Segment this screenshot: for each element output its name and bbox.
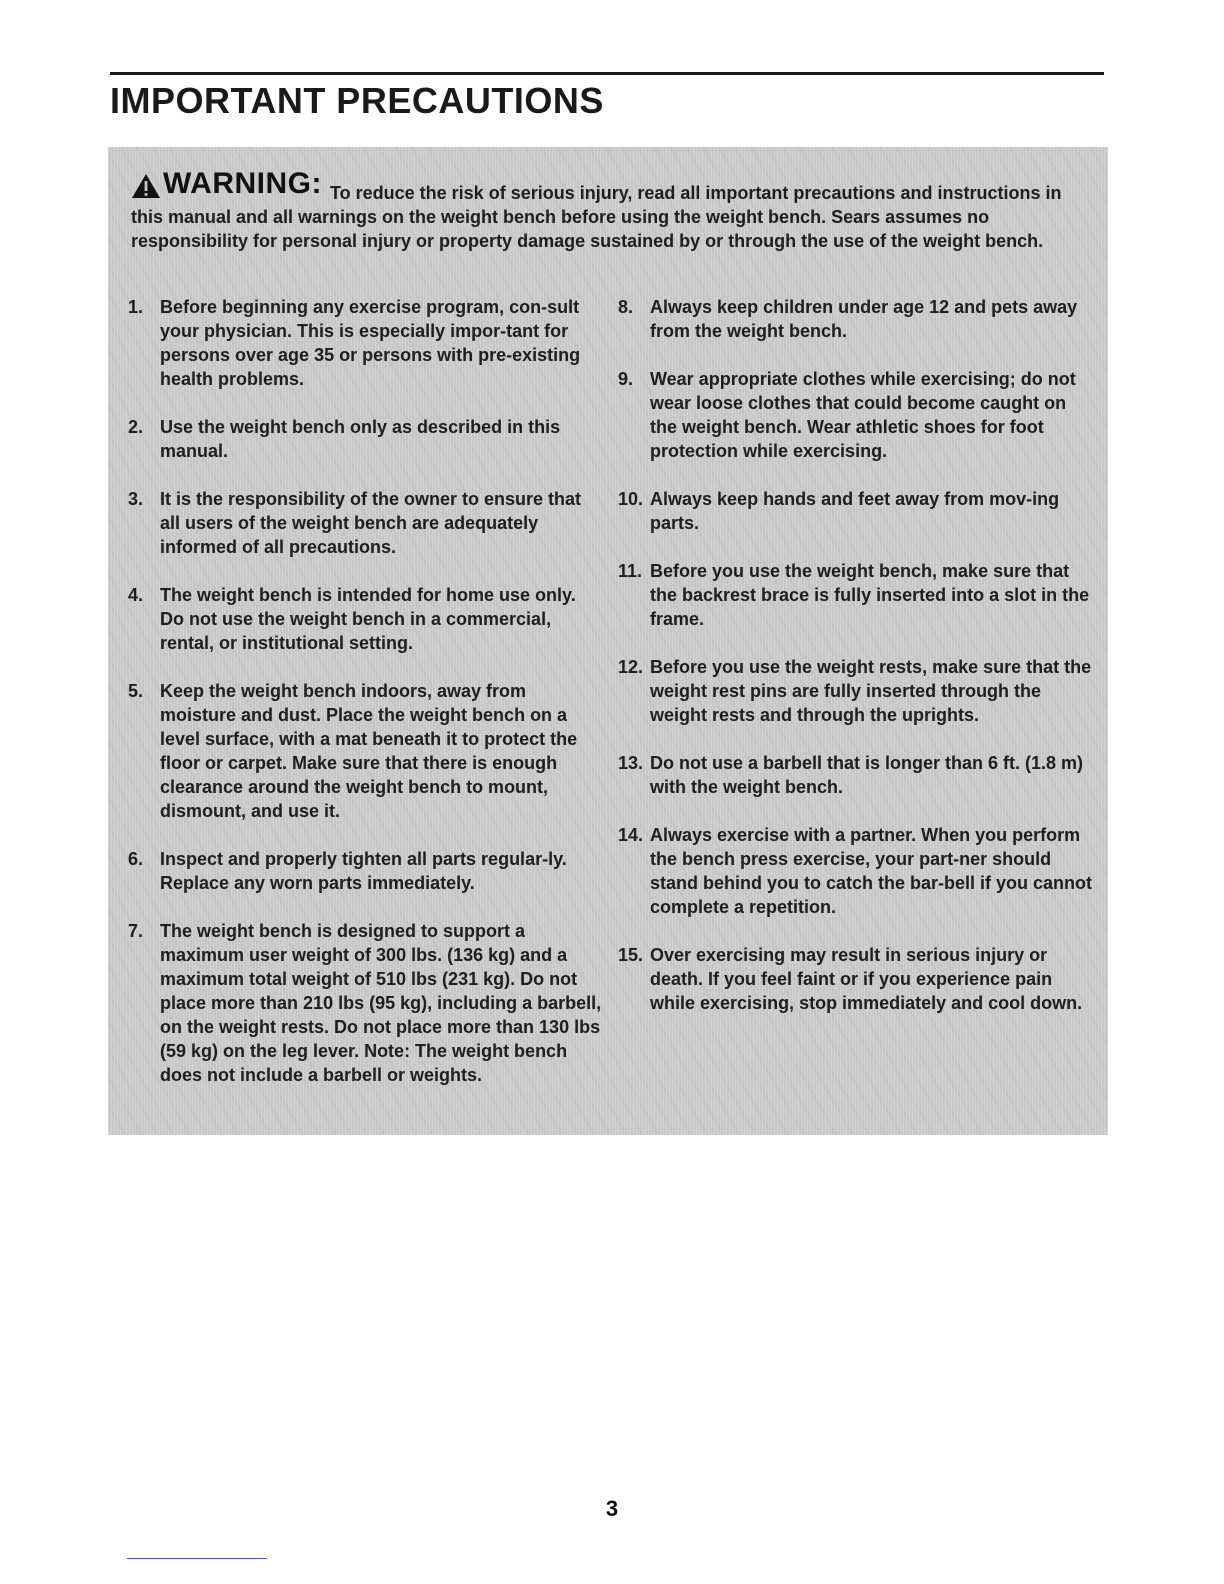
item-text: Always exercise with a partner. When you perform the bench press exercise, your part-ner should stand behind you to catch the bar-bell if you cannot complete a repetition. xyxy=(650,825,1093,917)
item-text: Before you use the weight rests, make sure that the weight rest pins are fully inserted through the weight rests and through the uprights. xyxy=(650,657,1092,725)
precaution-item-4 xyxy=(128,583,603,655)
item-number: 11. xyxy=(618,561,643,581)
item-number: 7. xyxy=(128,921,144,941)
precaution-item-8 xyxy=(618,295,1098,343)
item-text: The weight bench is designed to support a maximum user weight of 300 lbs. (136 kg) and a maximum total weight of 510 lbs (231 kg). Do not place more than 210 lbs (95 kg), including a barbell, on the weight rests. Do not place more than 130 lbs (59 kg) on the leg lever. Note: The weight bench does not include a barbell or weights. xyxy=(160,921,602,1085)
warning-label: WARNING: xyxy=(163,167,322,200)
item-text: The weight bench is intended for home use only. Do not use the weight bench in a commercial, rental, or institutional setting. xyxy=(160,585,576,653)
warning-triangle-icon xyxy=(131,173,161,199)
precaution-item-6 xyxy=(128,847,603,895)
item-text: Before beginning any exercise program, con-sult your physician. This is especially impor-tant for persons over age 35 or persons with pre-existing health problems. xyxy=(160,297,581,389)
item-text: Wear appropriate clothes while exercising; do not wear loose clothes that could become caught on the weight bench. Wear athletic shoes for foot protection while exercising. xyxy=(650,369,1076,461)
item-number: 4. xyxy=(128,585,144,605)
warning-intro xyxy=(131,169,1081,253)
item-number: 6. xyxy=(128,849,144,869)
item-text: Over exercising may result in serious injury or death. If you feel faint or if you experience pain while exercising, stop immediately and cool down. xyxy=(650,945,1083,1013)
item-text: Always keep children under age 12 and pets away from the weight bench. xyxy=(650,297,1078,341)
page-number: 3 xyxy=(605,1496,619,1521)
precaution-item-15 xyxy=(618,943,1098,1015)
item-text: Keep the weight bench indoors, away from moisture and dust. Place the weight bench on a level surface, with a mat beneath it to protect the floor or carpet. Make sure that there is enough clearance around the weight bench to mount, dismount, and use it. xyxy=(160,681,578,821)
item-number: 3. xyxy=(128,489,144,509)
item-text: It is the responsibility of the owner to ensure that all users of the weight bench are adequately informed of all precautions. xyxy=(160,489,582,557)
item-number: 15. xyxy=(618,945,644,965)
precaution-item-9 xyxy=(618,367,1098,463)
precaution-item-11 xyxy=(618,559,1098,631)
precaution-item-13 xyxy=(618,751,1098,799)
item-text: Always keep hands and feet away from mov-ing parts. xyxy=(650,489,1060,533)
item-number: 5. xyxy=(128,681,144,701)
item-number: 13. xyxy=(618,753,644,773)
precaution-item-2 xyxy=(128,415,603,463)
precaution-item-5 xyxy=(128,679,603,823)
footer-link-underline xyxy=(127,1558,267,1559)
item-number: 10. xyxy=(618,489,644,509)
item-text: Inspect and properly tighten all parts regular-ly. Replace any worn parts immediately. xyxy=(160,849,567,893)
item-number: 1. xyxy=(128,297,144,317)
precaution-item-10 xyxy=(618,487,1098,535)
item-number: 14. xyxy=(618,825,644,845)
warning-heading xyxy=(131,169,322,199)
item-text: Before you use the weight bench, make sure that the backrest brace is fully inserted into a slot in the frame. xyxy=(650,561,1090,629)
precautions-right-column xyxy=(618,295,1098,1039)
page-title: IMPORTANT PRECAUTIONS xyxy=(110,80,604,121)
precaution-item-1 xyxy=(128,295,603,391)
item-number: 9. xyxy=(618,369,634,389)
item-number: 12. xyxy=(618,657,644,677)
item-text: Use the weight bench only as described in this manual. xyxy=(160,417,561,461)
precaution-item-12 xyxy=(618,655,1098,727)
warning-box xyxy=(108,147,1108,1135)
item-text: Do not use a barbell that is longer than 6 ft. (1.8 m) with the weight bench. xyxy=(650,753,1084,797)
precaution-item-7 xyxy=(128,919,603,1087)
warning-intro-text: To reduce the risk of serious injury, read all important precautions and instructions in this manual and all warnings on the weight bench before using the weight bench. Sears assumes no responsibility for personal injury or property damage sustained by or through the use of the weight bench. xyxy=(131,183,1062,251)
precaution-item-3 xyxy=(128,487,603,559)
precaution-item-14 xyxy=(618,823,1098,919)
top-rule xyxy=(110,72,1104,75)
precautions-left-column xyxy=(128,295,603,1111)
item-number: 2. xyxy=(128,417,144,437)
item-number: 8. xyxy=(618,297,634,317)
